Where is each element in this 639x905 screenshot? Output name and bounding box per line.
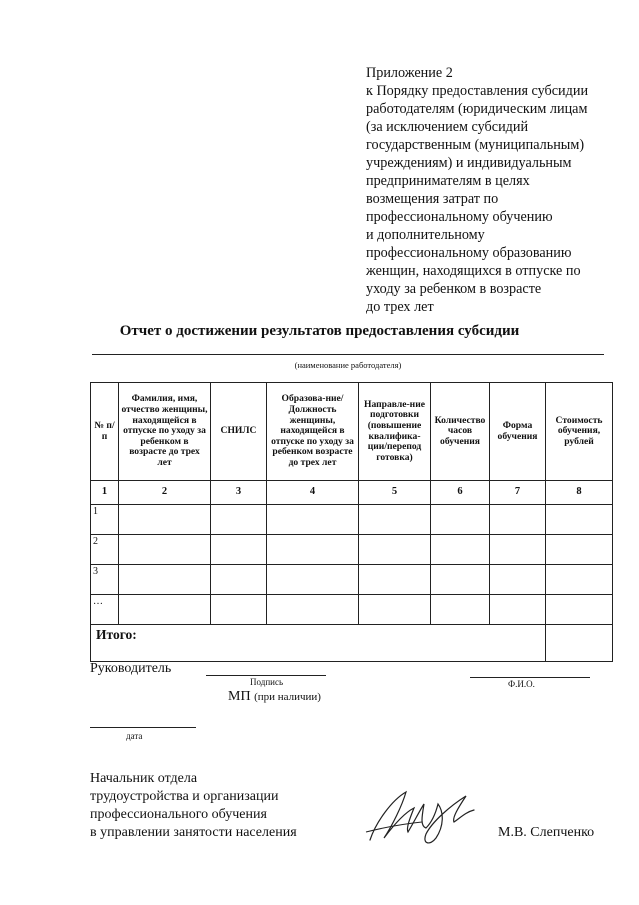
column-number: 8 [546, 481, 613, 505]
table-cell [211, 595, 267, 625]
table-cell [359, 595, 431, 625]
table-cell [490, 505, 546, 535]
official-line: Начальник отдела [90, 771, 198, 786]
appendix-line: профессиональному образованию [366, 245, 572, 261]
total-value-cell [546, 625, 613, 662]
table-cell [119, 505, 211, 535]
appendix-line: к Порядку предоставления субсидии [366, 83, 589, 99]
table-cell [119, 565, 211, 595]
stamp-note: (при наличии) [254, 691, 321, 703]
column-header: СНИЛС [211, 383, 267, 481]
table-cell [431, 565, 490, 595]
head-label: Руководитель [90, 661, 172, 676]
table-cell [211, 535, 267, 565]
column-header: Форма обучения [490, 383, 546, 481]
table-cell [546, 535, 613, 565]
report-table [90, 382, 613, 662]
appendix-line: работодателям (юридическим лицам [366, 101, 588, 117]
table-row [91, 565, 613, 595]
appendix-line: учреждениям) и индивидуальным [366, 155, 572, 171]
signature-line [206, 675, 326, 676]
column-header: № п/п [91, 383, 119, 481]
table-cell [211, 505, 267, 535]
column-header: Фамилия, имя, отчество женщины, находящейся в отпуске по уходу за ребенком в возрасте до трех лет [119, 383, 211, 481]
date-line [90, 727, 196, 728]
row-number: 2 [91, 535, 119, 565]
column-header: Образова-ние/Должность женщины, находящейся в отпуске по уходу за ребенком возрасте до трех лет [267, 383, 359, 481]
appendix-line: женщин, находящихся в отпуске по [366, 263, 581, 279]
official-name: М.В. Слепченко [498, 825, 595, 840]
table-cell [119, 535, 211, 565]
table-cell [431, 535, 490, 565]
row-number: 1 [91, 505, 119, 535]
table-row [91, 505, 613, 535]
column-number: 6 [431, 481, 490, 505]
date-caption: дата [126, 731, 143, 741]
table-cell [119, 595, 211, 625]
table-row [91, 595, 613, 625]
table-cell [359, 565, 431, 595]
report-title: Отчет о достижении результатов предоставления субсидии [119, 323, 520, 339]
table-cell [431, 595, 490, 625]
appendix-line: Приложение 2 [366, 65, 453, 81]
table-cell [546, 565, 613, 595]
fio-caption: Ф.И.О. [508, 679, 535, 689]
total-label: Итого: [91, 625, 546, 662]
table-cell [490, 535, 546, 565]
appendix-line: профессиональному обучению [366, 209, 553, 225]
official-line: в управлении занятости населения [90, 825, 297, 840]
employer-name-line [92, 354, 604, 355]
table-cell [359, 535, 431, 565]
column-header: Направле-ние подготовки (повышение квалифика-ции/перепод готовка) [359, 383, 431, 481]
appendix-note [366, 64, 626, 316]
appendix-line: уходу за ребенком в возрасте [366, 281, 542, 297]
total-row [91, 625, 613, 662]
table-cell [359, 505, 431, 535]
official-line: профессионального обучения [90, 807, 267, 822]
appendix-line: возмещения затрат по [366, 191, 499, 207]
appendix-line: предпринимателям в целях [366, 173, 530, 189]
column-header: Количество часов обучения [431, 383, 490, 481]
column-number: 1 [91, 481, 119, 505]
table-cell [490, 595, 546, 625]
table-cell [490, 565, 546, 595]
column-number: 5 [359, 481, 431, 505]
stamp-label [228, 689, 321, 705]
column-header: Стоимость обучения, рублей [546, 383, 613, 481]
table-cell [267, 505, 359, 535]
table-cell [546, 595, 613, 625]
appendix-line: государственным (муниципальным) [366, 137, 585, 153]
signature-caption: Подпись [250, 677, 284, 687]
column-number: 7 [490, 481, 546, 505]
table-cell [267, 595, 359, 625]
appendix-line: и дополнительному [366, 227, 485, 243]
employer-caption: (наименование работодателя) [294, 360, 402, 370]
table-cell [267, 565, 359, 595]
table-cell [431, 505, 490, 535]
handwritten-signature [362, 782, 482, 852]
stamp-text: МП [228, 689, 251, 704]
column-number: 4 [267, 481, 359, 505]
column-number: 3 [211, 481, 267, 505]
row-number: … [91, 595, 119, 625]
row-number: 3 [91, 565, 119, 595]
official-line: трудоустройства и организации [90, 789, 279, 804]
table-row [91, 535, 613, 565]
appendix-line: до трех лет [366, 299, 434, 315]
appendix-line: (за исключением субсидий [366, 119, 529, 135]
table-cell [546, 505, 613, 535]
table-header-row [91, 383, 613, 481]
official-title [90, 770, 297, 842]
fio-line [470, 677, 590, 678]
column-number: 2 [119, 481, 211, 505]
table-cell [211, 565, 267, 595]
column-numbers-row [91, 481, 613, 505]
table-cell [267, 535, 359, 565]
